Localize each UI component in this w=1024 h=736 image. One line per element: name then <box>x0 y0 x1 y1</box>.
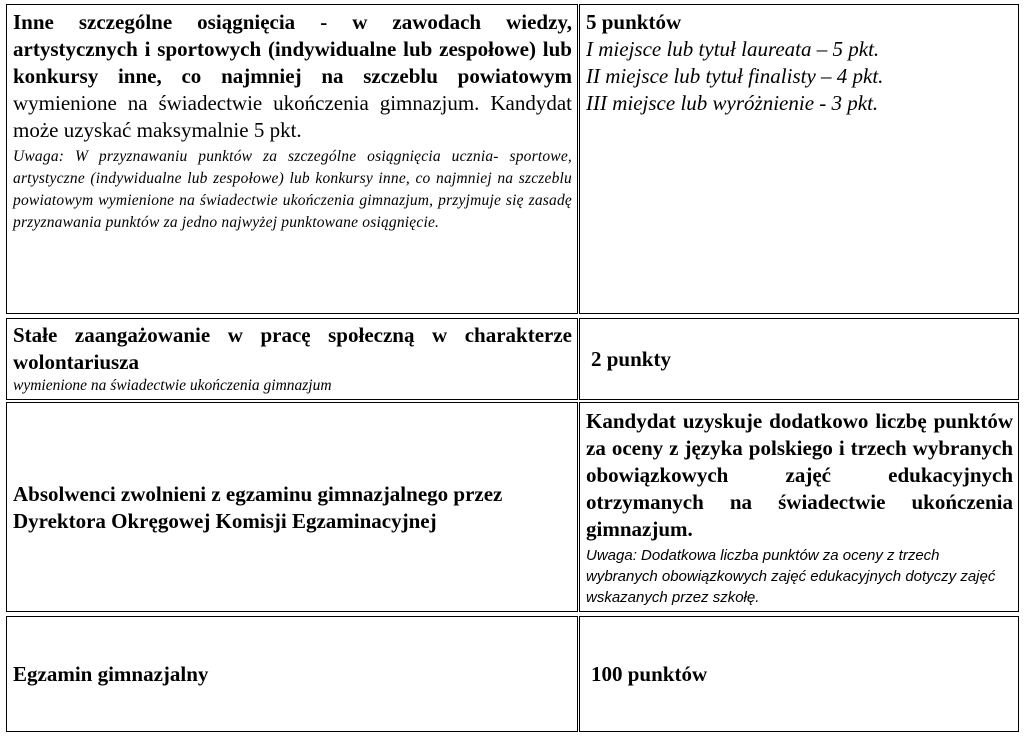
row-2-criteria-cell <box>6 318 578 400</box>
row-2-criteria-bold: Stałe zaangażowanie w pracę społeczną w charakterze wolontariusza <box>13 323 572 374</box>
row-4-points-title: 100 punktów <box>591 662 708 686</box>
row-1-points-line-1: I miejsce lub tytuł laureata – 5 pkt. <box>586 37 880 61</box>
row-3-note: Uwaga: Dodatkowa liczba punktów za oceny z trzech wybranych obowiązkowych zajęć edukacyjnych dotyczy zajęć wskazanych przez szkołę. <box>586 547 996 606</box>
row-1-points-line-2: II miejsce lub tytuł finalisty – 4 pkt. <box>586 64 884 88</box>
row-1-points-cell <box>579 4 1019 314</box>
row-1-criteria-cell <box>6 4 578 314</box>
row-1-criteria-text <box>13 9 572 144</box>
row-4-criteria-bold: Egzamin gimnazjalny <box>13 662 209 686</box>
row-4-criteria-cell <box>6 616 578 732</box>
row-2-note: wymienione na świadectwie ukończenia gimnazjum <box>13 377 332 394</box>
row-1-criteria-normal: wymienione na świadectwie ukończenia gimnazjum. Kandydat może uzyskać maksymalnie 5 pkt. <box>13 91 572 142</box>
row-1-note: Uwaga: W przyznawaniu punktów za szczególne osiągnięcia ucznia- sportowe, artystyczne (indywidualne lub zespołowe) lub konkursy inne, co najmniej na szczeblu powiatowym wymienione na świadectwie ukończenia gimnazjum, przyjmuje się zasadę przyznawania punktów za jedno najwyżej punktowane osiągnięcie. <box>13 148 572 231</box>
row-1-points-title: 5 punktów <box>586 10 682 34</box>
row-2-points-cell <box>579 318 1019 400</box>
row-2-points-title: 2 punkty <box>591 347 671 371</box>
row-4-points-cell <box>579 616 1019 732</box>
row-3-criteria-bold: Absolwenci zwolnieni z egzaminu gimnazjalnego przez Dyrektora Okręgowej Komisji Egzaminacyjnej <box>13 481 503 533</box>
row-3-criteria-cell <box>6 402 578 612</box>
row-3-points-cell <box>579 402 1019 612</box>
row-3-points-text: Kandydat uzyskuje dodatkowo liczbę punktów za oceny z języka polskiego i trzech wybranych obowiązkowych zajęć edukacyjnych otrzymanych na świadectwie ukończenia gimnazjum. <box>586 409 1013 541</box>
row-1-points-line-3: III miejsce lub wyróżnienie - 3 pkt. <box>586 91 879 115</box>
row-1-criteria-bold: Inne szczególne osiągnięcia - w zawodach wiedzy, artystycznych i sportowych (indywidualne lub zespołowe) lub konkursy inne, co najmniej na szczeblu powiatowym <box>13 10 572 88</box>
